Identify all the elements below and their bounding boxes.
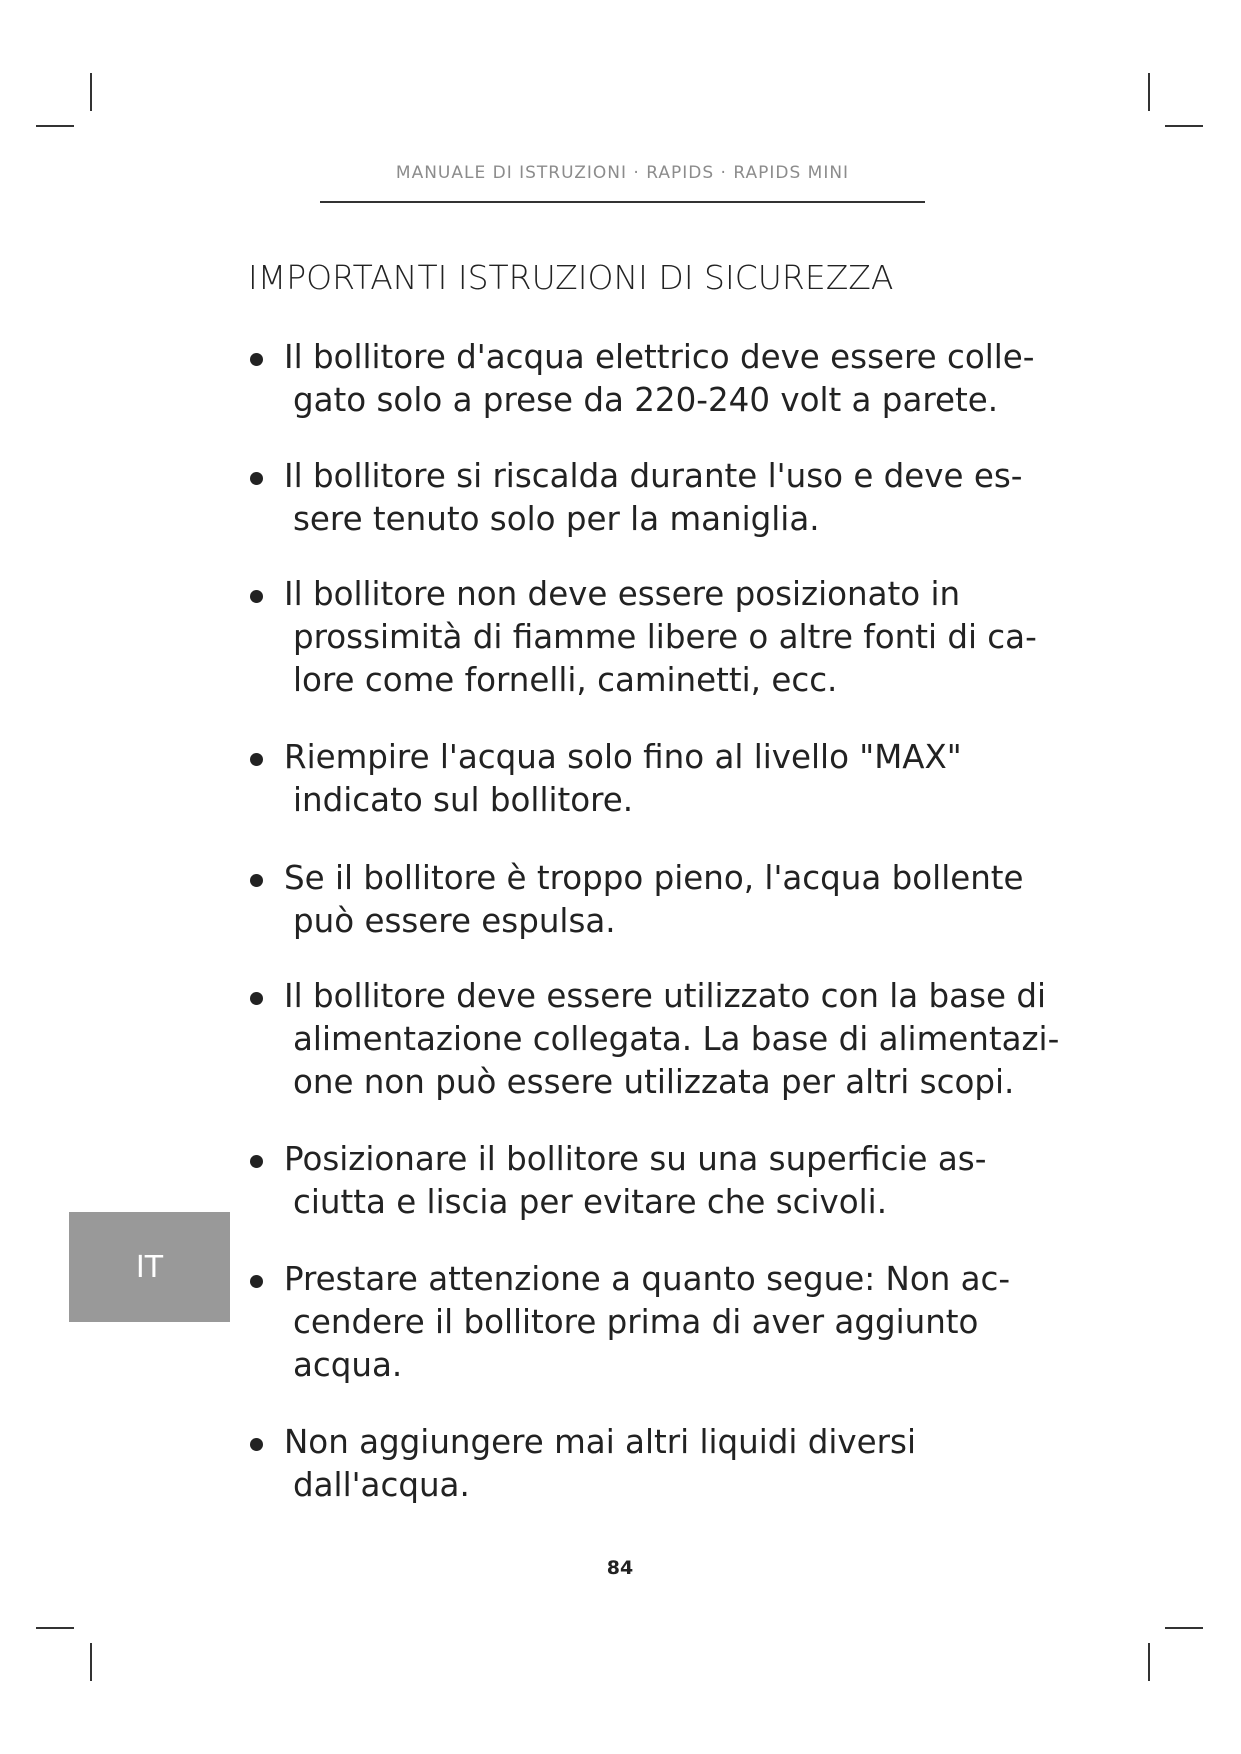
section-title: IMPORTANTI ISTRUZIONI DI SICUREZZA (248, 258, 894, 297)
item-line: Il bollitore deve essere utilizzato con la base di (284, 977, 1047, 1015)
crop-mark-top-right-horizontal (1165, 125, 1203, 127)
crop-mark-bottom-right-vertical (1148, 1643, 1150, 1681)
item-line: one non può essere utilizzata per altri scopi. (293, 1063, 1015, 1101)
item-line: cendere il bollitore prima di aver aggiunto (293, 1303, 979, 1341)
list-item (248, 336, 1078, 420)
list-item (248, 1138, 1078, 1222)
item-line: ciutta e liscia per evitare che scivoli. (293, 1183, 888, 1221)
item-line: Posizionare il bollitore su una superficie as- (284, 1140, 987, 1178)
crop-mark-bottom-right-horizontal (1165, 1627, 1203, 1629)
item-line: sere tenuto solo per la maniglia. (293, 500, 820, 538)
item-line: prossimità di fiamme libere o altre fonti di ca- (293, 618, 1037, 656)
item-line: Il bollitore si riscalda durante l'uso e deve es- (284, 457, 1023, 495)
crop-mark-top-left-horizontal (36, 125, 74, 127)
bullet-icon (250, 353, 263, 366)
item-line: indicato sul bollitore. (293, 781, 634, 819)
crop-mark-bottom-left-vertical (90, 1643, 92, 1681)
item-line: Prestare attenzione a quanto segue: Non ac- (284, 1260, 1011, 1298)
list-item (248, 736, 1078, 820)
bullet-icon (250, 1155, 263, 1168)
item-line: Non aggiungere mai altri liquidi diversi (284, 1423, 916, 1461)
language-tab-label: IT (135, 1249, 164, 1285)
item-line: gato solo a prese da 220-240 volt a parete. (293, 381, 999, 419)
bullet-icon (250, 874, 263, 887)
list-item (248, 573, 1078, 700)
crop-mark-top-left-vertical (90, 73, 92, 111)
page-number: 84 (606, 1557, 634, 1579)
list-item (248, 1258, 1078, 1385)
list-item (248, 857, 1078, 941)
running-header: MANUALE DI ISTRUZIONI · RAPIDS · RAPIDS MINI (395, 163, 850, 183)
item-line: alimentazione collegata. La base di alimentazi- (293, 1020, 1060, 1058)
language-tab (69, 1212, 230, 1322)
crop-mark-top-right-vertical (1148, 73, 1150, 111)
list-item (248, 975, 1078, 1102)
bullet-icon (250, 753, 263, 766)
crop-mark-bottom-left-horizontal (36, 1627, 74, 1629)
item-line: Il bollitore non deve essere posizionato in (284, 575, 961, 613)
bullet-icon (250, 590, 263, 603)
item-line: lore come fornelli, caminetti, ecc. (293, 661, 838, 699)
list-item (248, 455, 1078, 539)
item-line: può essere espulsa. (293, 902, 616, 940)
item-line: acqua. (293, 1346, 403, 1384)
bullet-icon (250, 992, 263, 1005)
safety-instructions-list (248, 336, 1078, 1505)
bullet-icon (250, 1275, 263, 1288)
item-line: dall'acqua. (293, 1466, 470, 1504)
item-line: Se il bollitore è troppo pieno, l'acqua bollente (284, 859, 1024, 897)
bullet-icon (250, 472, 263, 485)
header-divider (320, 201, 925, 203)
item-line: Il bollitore d'acqua elettrico deve essere colle- (284, 338, 1035, 376)
bullet-icon (250, 1438, 263, 1451)
list-item (248, 1421, 1078, 1505)
item-line: Riempire l'acqua solo fino al livello "MAX" (284, 738, 962, 776)
